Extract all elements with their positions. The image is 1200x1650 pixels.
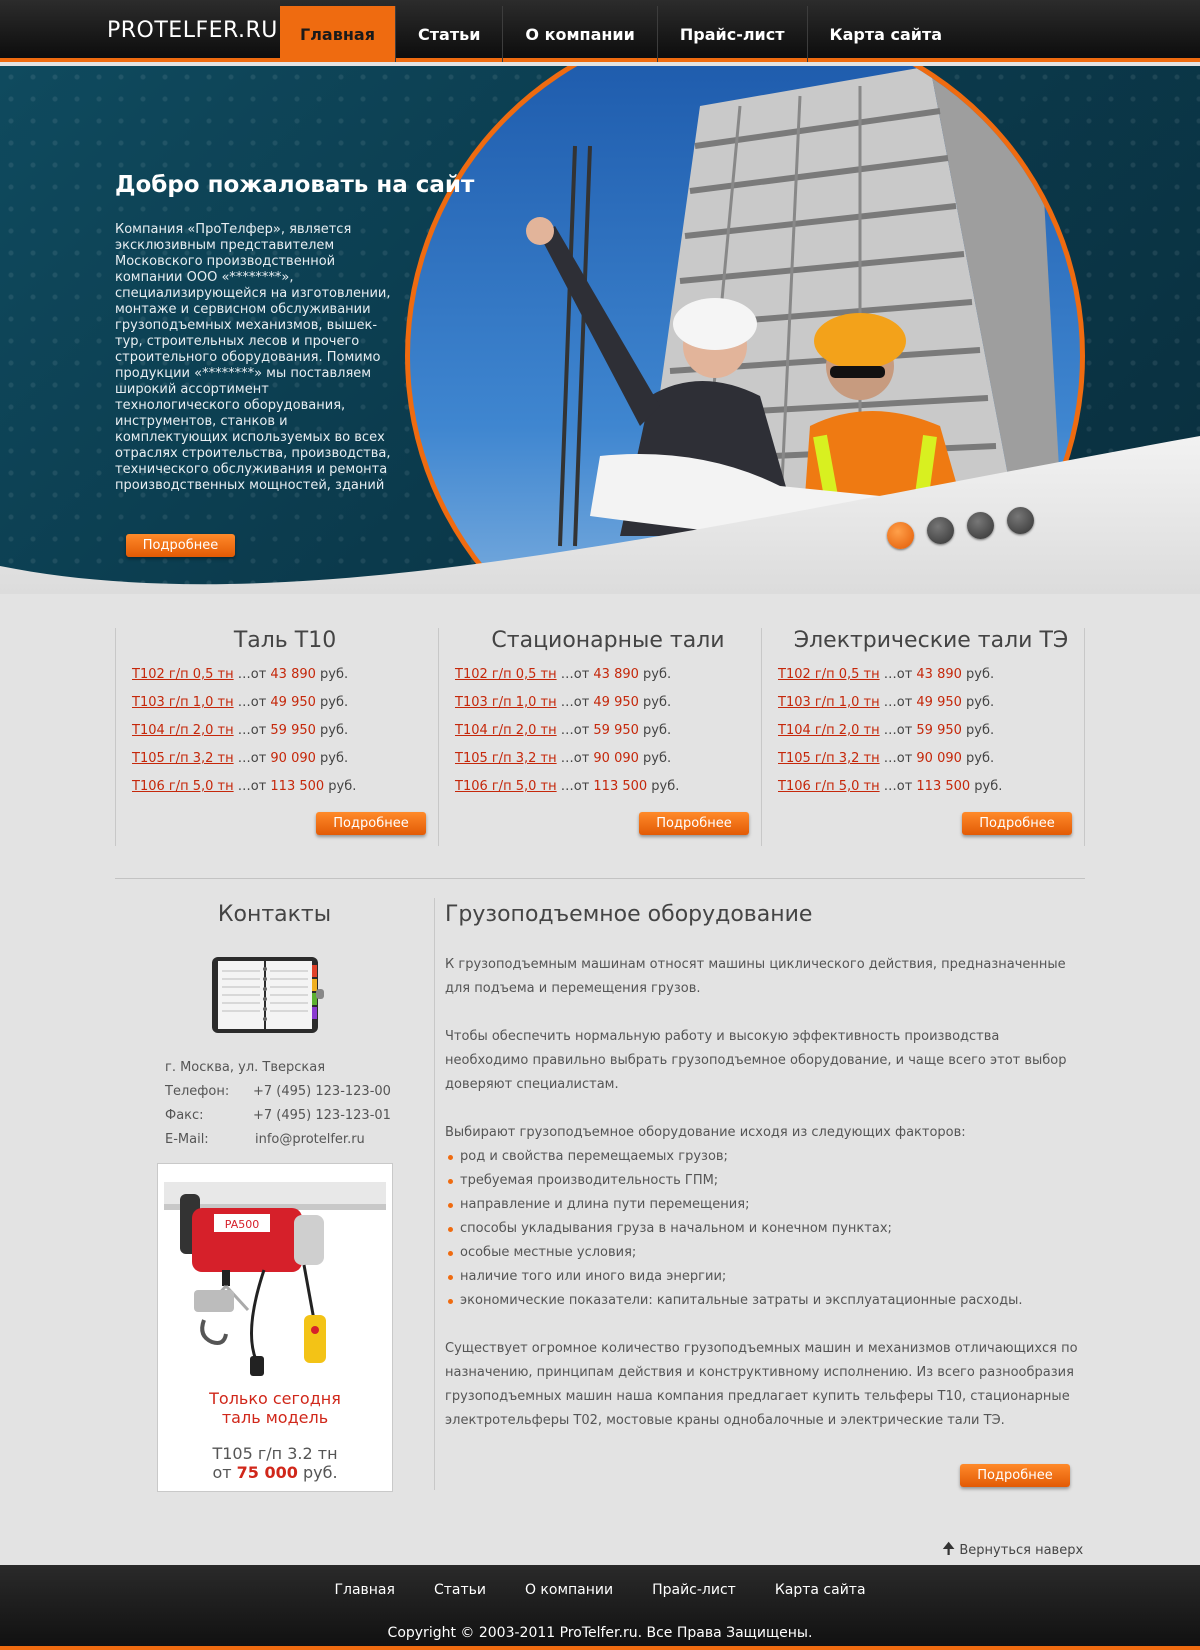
article-section [445,898,1085,1483]
fax-value: +7 (495) 123-123-01 [253,1108,391,1123]
email-row: E-Mail: info@protelfer.ru [165,1128,391,1152]
contacts-sidebar [115,898,435,1490]
price-value: 43 890 [916,667,962,682]
footer-link-sitemap[interactable]: Карта сайта [774,1582,866,1598]
article-paragraph: К грузоподъемным машинам относят машины циклического действия, предназначенные для подъема и перемещения грузов. [445,957,1066,996]
list-item: род и свойства перемещаемых грузов; [445,1145,1085,1169]
article-paragraph: Чтобы обеспечить нормальную работу и высокую эффективность производства необходимо правильно выбрать грузоподъемное оборудование, и чаще всего этот выбор доверяют специалистам. [445,1029,1067,1092]
slider-dot-1[interactable] [887,522,914,549]
price-list [778,665,1084,805]
hero-slider [0,66,1200,594]
product-link[interactable]: Т103 г/п 1,0 тн [132,695,234,710]
arrow-up-icon: 🠉 [942,1539,956,1558]
price-row: Т105 г/п 3,2 тн …от 90 090 руб. [132,751,349,766]
price-row: Т104 г/п 2,0 тн …от 59 950 руб. [455,723,672,738]
price-value: 43 890 [593,667,639,682]
footer-link-home[interactable]: Главная [334,1582,395,1598]
price-row: Т103 г/п 1,0 тн …от 49 950 руб. [455,695,672,710]
price-row: Т103 г/п 1,0 тн …от 49 950 руб. [778,695,995,710]
product-link[interactable]: Т105 г/п 3,2 тн [132,751,234,766]
promo-headline: Только сегодня таль модель [209,1389,341,1427]
address-text: г. Москва, ул. Тверская [165,1060,326,1075]
product-link[interactable]: Т104 г/п 2,0 тн [778,723,880,738]
price-row: Т103 г/п 1,0 тн …от 49 950 руб. [132,695,349,710]
section-divider [115,878,1085,879]
price-row: Т106 г/п 5,0 тн …от 113 500 руб. [778,779,1003,794]
hero-description: Компания «ПроТелфер», является эксклюзивным представителем Московского производственной компании ООО «********», специализирующейся на изготовлении, монтаже и сервисном обслуживании грузоподъемных механизмов, вышек-тур, строительных лесов и прочего строительного оборудования. Помимо продукции «********» мы поставляем широкий ассортимент технологического оборудования, инструментов, станков и комплектующих используемых во всех отраслях строительства, производства, технического обслуживания и ремонта производственных мощностей, зданий [115,222,391,493]
copyright-text: Copyright © 2003-2011 ProTelfer.ru. Все Права Защищены. [387,1625,813,1641]
slider-dot-3[interactable] [967,512,994,539]
footer [0,1565,1200,1650]
article-paragraph: Выбирают грузоподъемное оборудование исходя из следующих факторов: [445,1125,966,1140]
price-list [455,665,761,805]
price-list [132,665,438,805]
address-book-icon [210,955,326,1035]
product-link[interactable]: Т104 г/п 2,0 тн [132,723,234,738]
product-link[interactable]: Т106 г/п 5,0 тн [778,779,880,794]
article-more-button[interactable]: Подробнее [960,1464,1070,1487]
list-item: наличие того или иного вида энергии; [445,1265,1085,1289]
nav-item-sitemap[interactable]: Карта сайта [829,24,943,44]
contact-details [165,1056,391,1152]
slider-pagination [887,522,1034,549]
product-link[interactable]: Т102 г/п 0,5 тн [455,667,557,682]
price-value: 49 950 [916,695,962,710]
footer-nav [0,1582,1200,1598]
product-link[interactable]: Т106 г/п 5,0 тн [132,779,234,794]
fax-row: Факс: +7 (495) 123-123-01 [165,1104,391,1128]
price-value: 59 950 [916,723,962,738]
main-nav [280,6,964,62]
footer-link-pricelist[interactable]: Прайс-лист [652,1582,736,1598]
electric-hoist-image [164,1170,386,1382]
price-value: 90 090 [593,751,639,766]
price-value: 90 090 [270,751,316,766]
svg-text:PA500: PA500 [224,1218,260,1231]
product-link[interactable]: Т103 г/п 1,0 тн [778,695,880,710]
nav-item-pricelist[interactable]: Прайс-лист [658,6,808,62]
price-row: Т105 г/п 3,2 тн …от 90 090 руб. [778,751,995,766]
product-column-t10 [115,628,438,846]
product-column-electric [761,628,1085,846]
contacts-title: Контакты [217,902,332,927]
nav-item-articles[interactable]: Статьи [396,6,503,62]
footer-link-about[interactable]: О компании [524,1582,614,1598]
price-row: Т106 г/п 5,0 тн …от 113 500 руб. [455,779,680,794]
price-row: Т102 г/п 0,5 тн …от 43 890 руб. [778,667,995,682]
product-columns [115,628,1085,846]
price-row: Т104 г/п 2,0 тн …от 59 950 руб. [132,723,349,738]
promo-banner[interactable] [157,1163,393,1492]
price-value: 59 950 [270,723,316,738]
product-link[interactable]: Т102 г/п 0,5 тн [778,667,880,682]
product-column-title: Стационарные тали [491,628,725,653]
product-column-title: Электрические тали ТЭ [793,628,1069,653]
price-row: Т102 г/п 0,5 тн …от 43 890 руб. [455,667,672,682]
product-column-stationary [438,628,761,846]
list-item: требуемая производительность ГПМ; [445,1169,1085,1193]
promo-model: Т105 г/п 3.2 тн [212,1444,338,1463]
price-row: Т105 г/п 3,2 тн …от 90 090 руб. [455,751,672,766]
product-link[interactable]: Т105 г/п 3,2 тн [778,751,880,766]
article-title: Грузоподъемное оборудование [445,902,813,927]
list-item: экономические показатели: капитальные затраты и эксплуатационные расходы. [445,1289,1085,1313]
product-link[interactable]: Т106 г/п 5,0 тн [455,779,557,794]
product-link[interactable]: Т103 г/п 1,0 тн [455,695,557,710]
price-value: 43 890 [270,667,316,682]
promo-offer [158,1444,392,1482]
nav-item-about[interactable]: О компании [503,6,657,62]
top-navigation-bar [0,0,1200,62]
price-row: Т106 г/п 5,0 тн …от 113 500 руб. [132,779,357,794]
product-link[interactable]: Т105 г/п 3,2 тн [455,751,557,766]
price-value: 113 500 [270,779,325,794]
footer-link-articles[interactable]: Статьи [433,1582,486,1598]
article-paragraph: Существует огромное количество грузоподъемных машин и механизмов отличающихся по назначению, принципам действия и конструктивному исполнению. Из всего разнообразия грузоподъемных машин наша компания предлагает купить тельферы Т10, стационарные электротельферы Т02, мостовые краны однобалочные и электрические тали ТЭ. [445,1341,1078,1428]
hero-title: Добро пожаловать на сайт [115,172,475,198]
price-value: 90 090 [916,751,962,766]
product-more-button[interactable]: Подробнее [639,812,749,835]
product-more-button[interactable]: Подробнее [316,812,426,835]
email-value[interactable]: info@protelfer.ru [255,1132,365,1147]
price-row: Т104 г/п 2,0 тн …от 59 950 руб. [778,723,995,738]
slider-dot-4[interactable] [1007,507,1034,534]
list-item: особые местные условия; [445,1241,1085,1265]
price-value: 49 950 [593,695,639,710]
promo-price: 75 000 [236,1463,298,1482]
factor-list [445,1145,1085,1313]
list-item: направление и длина пути перемещения; [445,1193,1085,1217]
price-row: Т102 г/п 0,5 тн …от 43 890 руб. [132,667,349,682]
site-logo[interactable]: PROTELFER.RU [107,18,278,43]
phone-value: +7 (495) 123-123-00 [253,1084,391,1099]
product-link[interactable]: Т102 г/п 0,5 тн [132,667,234,682]
phone-row: Телефон: +7 (495) 123-123-00 [165,1080,391,1104]
nav-item-home[interactable]: Главная [280,6,396,62]
back-to-top-link[interactable]: 🠉 Вернуться наверх [942,1539,1084,1558]
promo-price-line: от 75 000 руб. [212,1463,338,1482]
product-column-title: Таль Т10 [233,628,337,653]
product-more-button[interactable]: Подробнее [962,812,1072,835]
price-value: 49 950 [270,695,316,710]
price-value: 113 500 [916,779,971,794]
list-item: способы укладывания груза в начальном и конечном пунктах; [445,1217,1085,1241]
hero-more-button[interactable]: Подробнее [126,534,235,557]
product-link[interactable]: Т104 г/п 2,0 тн [455,723,557,738]
price-value: 113 500 [593,779,648,794]
slider-dot-2[interactable] [927,517,954,544]
price-value: 59 950 [593,723,639,738]
